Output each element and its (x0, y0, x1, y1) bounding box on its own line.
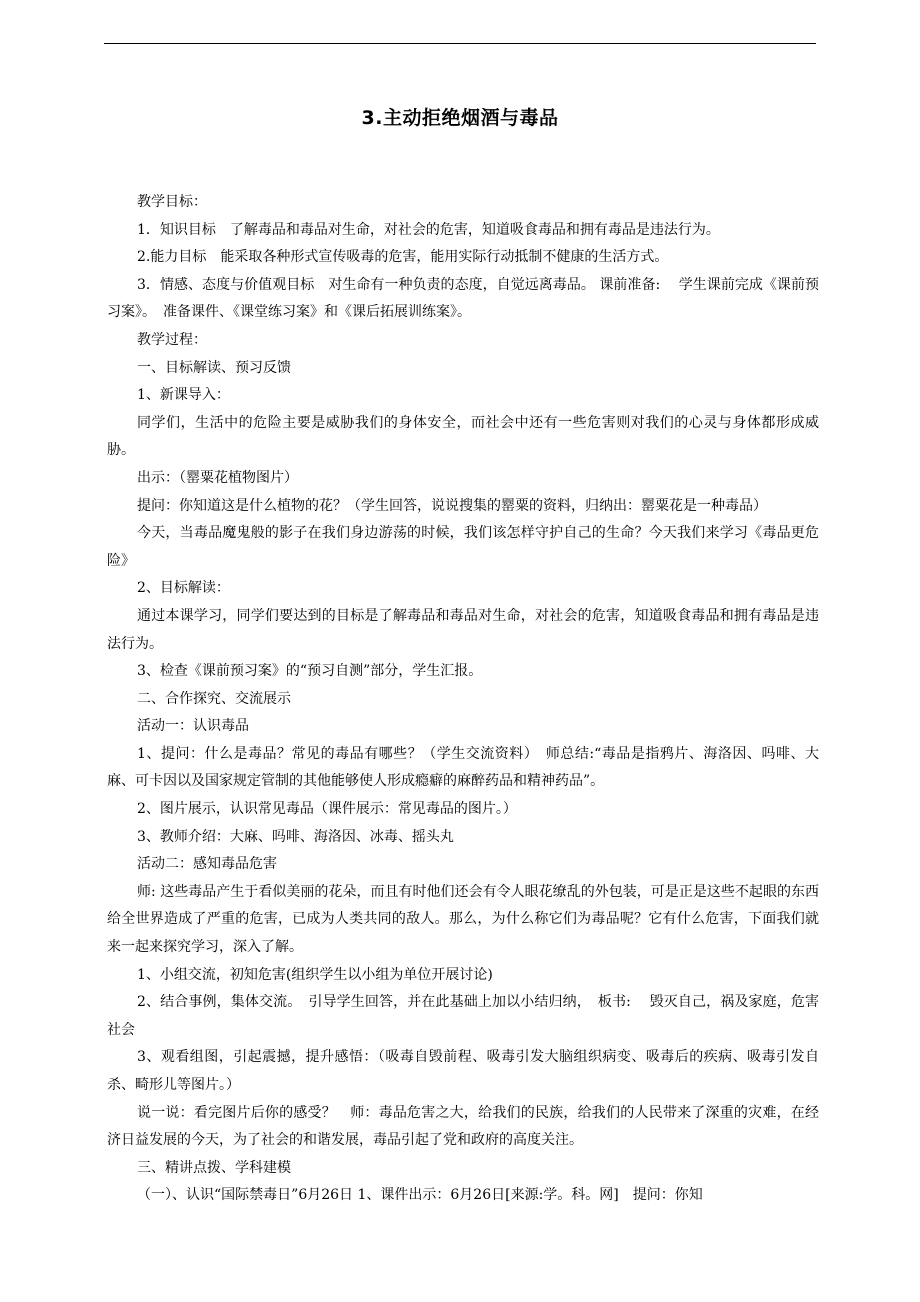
paragraph: 2、目标解读： (137, 580, 230, 597)
paragraph: 2、结合事例，集体交流。 引导学生回答，并在此基础上加以小结归纳， 板书: 毁灭自己，祸及家庭，危害社会 (107, 994, 819, 1038)
paragraph: 1、小组交流，初知危害(组织学生以小组为单位开展讨论) (137, 966, 493, 983)
paragraph: 说一说：看完图片后你的感受？ 师：毒品危害之大，给我们的民族，给我们的人民带来了深重的灾难，在经济日益发展的今天，为了社会的和谐发展，毒品引起了党和政府的高度关注。 (107, 1104, 819, 1149)
paragraph: 一、目标解读、预习反馈 (137, 359, 291, 376)
paragraph: 同学们，生活中的危险主要是威胁我们的身体安全，而社会中还有一些危害则对我们的心灵与身体都形成威胁。 (107, 414, 819, 459)
paragraph: 1、新课导入： (137, 387, 230, 404)
paragraph: 教学过程： (137, 331, 207, 348)
paragraph: 出示：（罂粟花植物图片） (137, 469, 298, 486)
paragraph: 3、观看组图，引起震撼，提升感悟：（吸毒自毁前程、吸毒引发大脑组织病变、吸毒后的疾病、吸毒引发自杀、畸形儿等图片。） (107, 1049, 819, 1093)
paragraph: 3．情感、态度与价值观目标 对生命有一种负责的态度，自觉远离毒品。 课前准备: 学生课前完成《课前预习案》。 准备课件、《课堂练习案》和《课后拓展训练案》。 (107, 276, 819, 321)
paragraph: （一）、认识“国际禁毒日”6月26日 1、课件出示：6月26日[来源:学。科。网] 提问：你知 (137, 1187, 703, 1204)
paragraph: 师: 这些毒品产生于看似美丽的花朵，而且有时他们还会有令人眼花缭乱的外包装，可是正是这些不起眼的东西给全世界造成了严重的危害，已成为人类共同的敌人。那么，为什么称它们为毒品呢？它有什么危害，下面我们就来一起来探究学习，深入了解。 (107, 883, 819, 956)
paragraph: 今天，当毒品魔鬼般的影子在我们身边游荡的时候，我们该怎样守护自己的生命？今天我们来学习《毒品更危险》 (107, 525, 819, 569)
document-body (107, 189, 819, 1210)
paragraph: 3、教师介绍：大麻、吗啡、海洛因、冰毒、摇头丸 (137, 828, 454, 845)
paragraph: 1、提问：什么是毒品？常见的毒品有哪些？（学生交流资料） 师总结:“毒品是指鸦片、海洛因、吗啡、大麻、可卡因以及国家规定管制的其他能够使人形成瘾癖的麻醉药品和精神药品”。 (107, 745, 819, 790)
page-title: 3.主动拒绝烟酒与毒品 (361, 107, 559, 129)
paragraph: 通过本课学习，同学们要达到的目标是了解毒品和毒品对生命，对社会的危害，知道吸食毒品和拥有毒品是违法行为。 (107, 607, 819, 652)
paragraph: 二、合作探究、交流展示 (137, 690, 291, 707)
paragraph: 活动二：感知毒品危害 (137, 856, 277, 873)
paragraph: 教学目标： (137, 194, 207, 210)
paragraph: 3、检查《课前预习案》的“预习自测”部分，学生汇报。 (137, 663, 483, 680)
paragraph: 2、图片展示，认识常见毒品（课件展示：常见毒品的图片。） (137, 801, 517, 818)
paragraph: 三、精讲点拨、学科建模 (137, 1159, 291, 1176)
header-rule (104, 43, 816, 44)
paragraph: 活动一：认识毒品 (137, 718, 249, 735)
paragraph: 1．知识目标 了解毒品和毒品对生命，对社会的危害，知道吸食毒品和拥有毒品是违法行为。 (137, 221, 720, 238)
paragraph: 提问：你知道这是什么植物的花？（学生回答，说说搜集的罂粟的资料，归纳出：罂粟花是一种毒品） (137, 497, 767, 514)
paragraph: 2.能力目标 能采取各种形式宣传吸毒的危害，能用实际行动抵制不健康的生活方式。 (137, 249, 669, 266)
